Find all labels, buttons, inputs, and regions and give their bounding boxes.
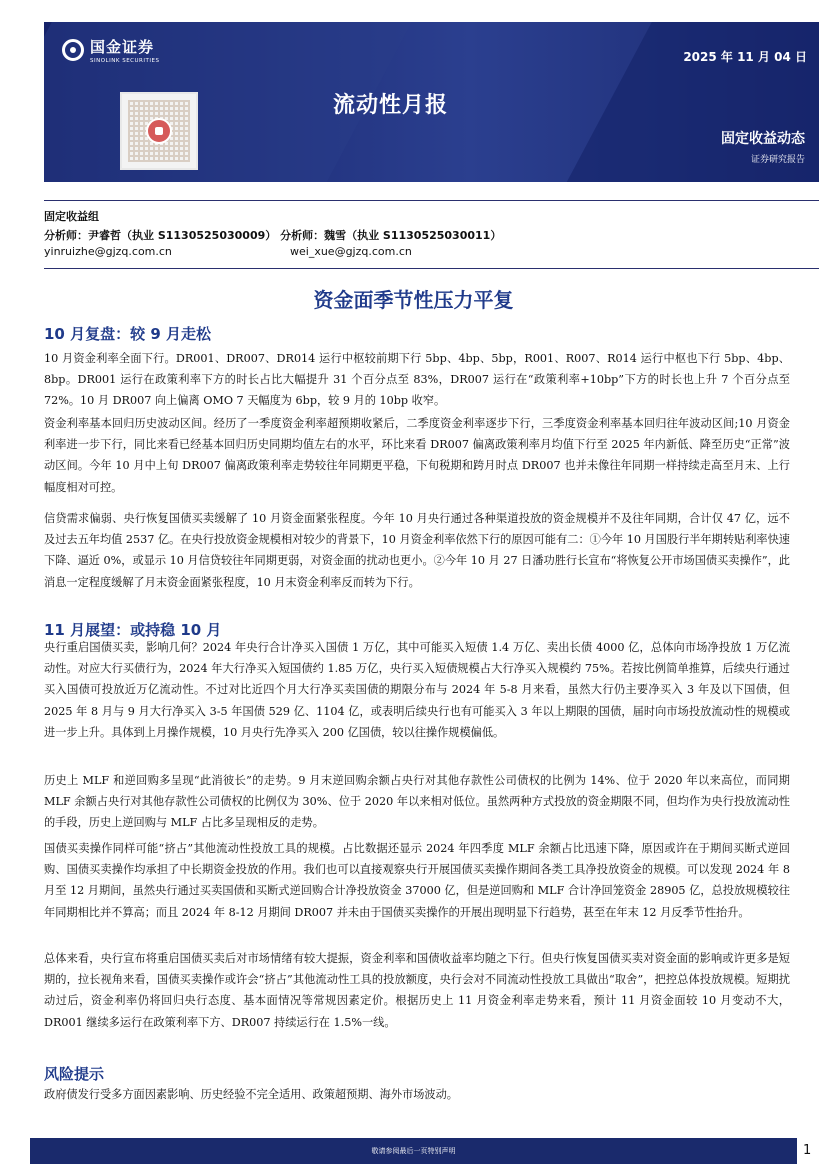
analysts-line: 分析师：尹睿哲（执业 S1130525030009） 分析师：魏雪（执业 S1130525030011） bbox=[44, 229, 502, 242]
analyst-emails bbox=[44, 245, 412, 258]
logo-name-cn: 国金证券 bbox=[90, 38, 155, 56]
research-group: 固定收益组 bbox=[44, 210, 99, 223]
footer-disclaimer: 敬请参阅最后一页特别声明 bbox=[371, 1147, 456, 1155]
paragraph: 历史上 MLF 和逆回购多呈现“此消彼长”的走势。9 月末逆回购余额占央行对其他存款性公司债权的比例为 14%、位于 2020 年以来高位，而同期 MLF 余额占央行对其他存款性公司债权的比例仅为 30%、位于 2020 年以来相对低位。虽然两种方式投放的资金期限不同，但均作为央行投放流动性的手段，历史上逆回购与 MLF 占比多呈现相反的走势。 bbox=[44, 774, 790, 830]
document-type: 固定收益动态 bbox=[721, 131, 805, 147]
footer-bar bbox=[30, 1138, 797, 1164]
report-date: 2025 年 11 月 04 日 bbox=[683, 50, 807, 64]
company-logo bbox=[62, 36, 159, 64]
divider-top bbox=[44, 200, 819, 201]
report-main-title: 资金面季节性压力平复 bbox=[313, 288, 514, 312]
qr-code-icon bbox=[120, 92, 198, 170]
report-series-title: 流动性月报 bbox=[333, 93, 449, 118]
section-heading-risk: 风险提示 bbox=[44, 1065, 105, 1083]
page-number: 1 bbox=[803, 1143, 812, 1158]
logo-icon bbox=[62, 39, 84, 61]
paragraph: 国债买卖操作同样可能“挤占”其他流动性投放工具的规模。占比数据还显示 2024 年四季度 MLF 余额占比迅速下降，原因或许在于期间买断式逆回购、国债买卖操作均承担了中长期资金投放的作用。我们也可以直接观察央行开展国债买卖操作期间各类工具净投放资金的规模。可以发现 2024 年 8 月至 12 月期间，虽然央行通过买卖国债和买断式逆回购合计净投放资金 37000 亿，但是逆回购和 MLF 合计净回笼资金 28905 亿，总投放规模较往年同期相比并不算高；而且 2024 年 8-12 月期间 DR007 并未由于国债买卖操作的开展出现明显下行趋势，甚至在年末 12 月反季节性抬升。 bbox=[44, 842, 790, 919]
section-heading-november-outlook: 11 月展望：或持稳 10 月 bbox=[44, 621, 222, 639]
divider-authors bbox=[44, 268, 819, 269]
document-subtype: 证券研究报告 bbox=[750, 155, 805, 165]
analyst-email-2[interactable]: wei_xue@gjzq.com.cn bbox=[290, 245, 412, 258]
paragraph: 央行重启国债买卖，影响几何？2024 年央行合计净买入国债 1 万亿，其中可能买入短债 1.4 万亿、卖出长债 4000 亿，总体向市场净投放 1 万亿流动性。对应大行买债行为，2024 年大行净买入短国债约 1.85 万亿，央行买入短债规模占大行净买入规模约 75%。若按比例简单推算，后续央行通过买入国债可投放近万亿流动性。不过对比近四个月大行净买卖国债的期限分布与 2024 年 5-8 月来看，虽然大行仍主要净买入 3 年及以下国债，但 2025 年 8 月与 9 月大行净买入 3-5 年国债 529 亿、1104 亿，或表明后续央行也有可能买入 3 年以上期限的国债，届时向市场投放流动性的规模或进一步上升。具体到上月操作规模，10 月央行先净买入 200 亿国债，较以往操作规模偏低。 bbox=[44, 641, 790, 739]
paragraph: 资金利率基本回归历史波动区间。经历了一季度资金利率超预期收紧后，二季度资金利率逐步下行，三季度资金利率基本回归往年波动区间;10 月资金利率进一步下行，同比来看已经基本回归历史同期均值左右的水平，环比来看 DR007 偏离政策利率月均值下行至 2025 年内新低、降至历史“正常”波动区间。今年 10 月中上旬 DR007 偏离政策利率走势较往年同期更平稳，下旬税期和跨月时点 DR007 也并未像往年同期一样持续走高至月末、上行幅度相对可控。 bbox=[44, 417, 790, 494]
paragraph: 政府债发行受多方面因素影响、历史经验不完全适用、政策超预期、海外市场波动。 bbox=[44, 1088, 458, 1101]
section-heading-october-review: 10 月复盘：较 9 月走松 bbox=[44, 325, 211, 343]
paragraph: 总体来看，央行宣布将重启国债买卖后对市场情绪有较大提振，资金利率和国债收益率均随之下行。但央行恢复国债买卖对资金面的影响或许更多是短期的，拉长视角来看，国债买卖操作或许会“挤占”其他流动性工具的投放额度，央行会对不同流动性投放工具做出“取舍”，把控总体投放规模。短期扰动过后，资金利率仍将回归央行态度、基本面情况等常规因素定价。根据历史上 11 月资金利率走势来看，预计 11 月资金面较 10 月变动不大，DR001 继续多运行在政策利率下方、DR007 持续运行在 1.5%一线。 bbox=[44, 952, 790, 1029]
paragraph: 信贷需求偏弱、央行恢复国债买卖缓解了 10 月资金面紧张程度。今年 10 月央行通过各种渠道投放的资金规模并不及往年同期，合计仅 47 亿，远不及过去五年均值 2537 亿。在央行投放资金规模相对较少的背景下，10 月资金利率依然下行的原因可能有二：①今年 10 月国股行半年期转贴利率快速下降、逼近 0%，或显示 10 月信贷较往年同期更弱，对资金面的扰动也更小。②今年 10 月 27 日潘功胜行长宣布“将恢复公开市场国债买卖操作”，此消息一定程度缓解了月末资金面紧张程度，10 月末资金利率反而转为下行。 bbox=[44, 512, 790, 589]
qr-center-seal-icon bbox=[146, 118, 172, 144]
paragraph: 10 月资金利率全面下行。DR001、DR007、DR014 运行中枢较前期下行 5bp、4bp、5bp，R001、R007、R014 运行中枢也下行 5bp、4bp、8bp。DR001 运行在政策利率下方的时长占比大幅提升 31 个百分点至 83%，DR007 运行在“政策利率+10bp”下方的时长也上升 7 个百分点至 72%。10 月 DR007 向上偏离 OMO 7 天幅度为 6bp，较 9 月的 10bp 收窄。 bbox=[44, 352, 790, 408]
analyst-email-1[interactable]: yinruizhe@gjzq.com.cn bbox=[44, 245, 172, 258]
report-header-banner bbox=[44, 22, 819, 182]
logo-name-en: SINOLINK SECURITIES bbox=[90, 58, 160, 64]
